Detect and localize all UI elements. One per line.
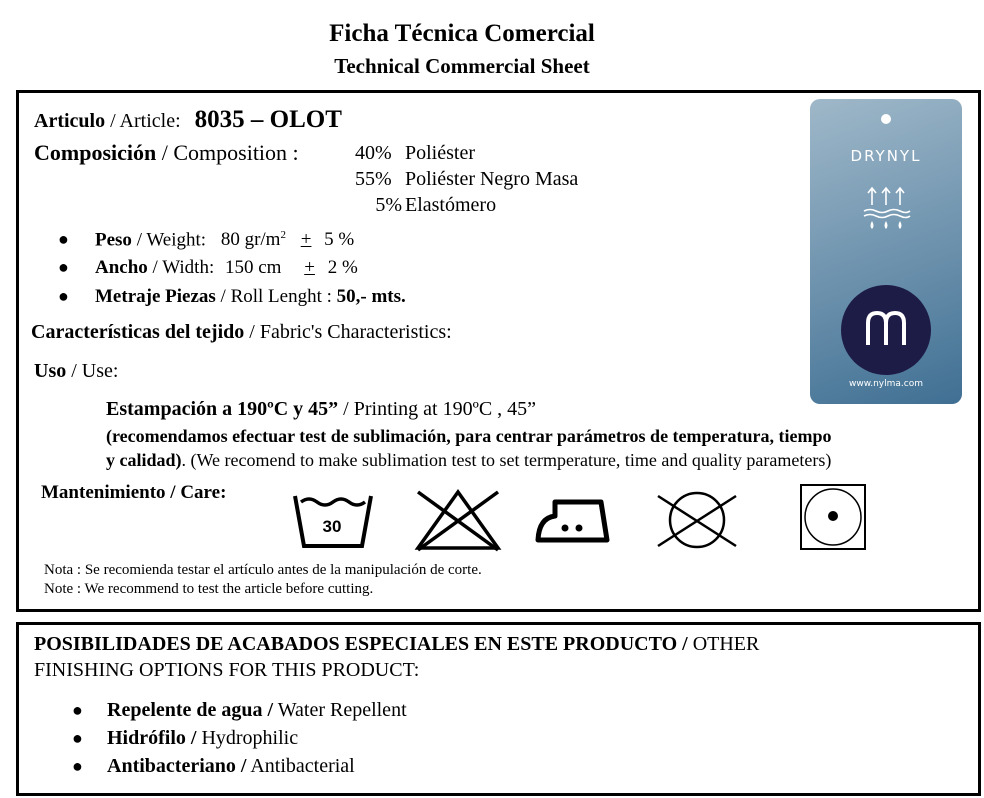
no-bleach-icon (412, 488, 504, 552)
tag-brand: DRYNYL (850, 147, 922, 165)
sublimation-note-line1: (recomendamos efectuar test de sublimación, para centrar parámetros de temperatura, tiempo (106, 426, 832, 446)
finishing-title-line2: FINISHING OPTIONS FOR THIS PRODUCT: (34, 659, 420, 681)
characteristics-label-en: / Fabric's Characteristics: (244, 321, 452, 343)
no-tumble-dry-icon (654, 488, 740, 552)
spec-width-label-es: Ancho (95, 257, 148, 278)
product-hangtag-image (810, 99, 962, 404)
finishing-item (107, 699, 407, 722)
wash-30-icon (292, 490, 374, 550)
composition-material: Elastómero (405, 194, 497, 216)
note-en: Note : We recommend to test the article before cutting. (44, 581, 374, 597)
care-label-es: Mantenimiento (41, 482, 166, 503)
care-label-en: / Care: (165, 482, 227, 503)
plus-minus: + (304, 257, 315, 278)
printing-en: / Printing at 190ºC , 45” (338, 398, 537, 420)
spec-weight-tolerance: 5 % (324, 229, 355, 251)
use-label-en: / Use: (66, 360, 119, 382)
spec-roll-value: 50,- mts. (336, 286, 406, 307)
spec-weight-sup: 2 (280, 229, 286, 241)
page-subtitle: Technical Commercial Sheet (334, 54, 590, 78)
composition-pct: 40% (355, 142, 392, 164)
finishing-item-es: Antibacteriano / (107, 755, 247, 777)
use-label-es: Uso (34, 360, 67, 382)
composition-label-en: / Composition : (156, 140, 299, 165)
bullet-icon: ● (58, 286, 69, 306)
bullet-icon: ● (58, 229, 69, 249)
spec-weight (95, 229, 354, 251)
composition-pct: 55% (355, 168, 392, 190)
spec-weight-label-en: / Weight: (131, 229, 207, 251)
finishing-title (34, 633, 759, 656)
finishing-item-es: Hidrófilo / (107, 727, 197, 749)
composition-material: Poliéster Negro Masa (405, 168, 579, 190)
composition-pct: 5% (375, 194, 402, 216)
spec-width-value: 150 cm (225, 257, 282, 278)
tag-url: www.nylma.com (848, 379, 923, 389)
tag-hole (881, 114, 891, 124)
page-title: Ficha Técnica Comercial (329, 20, 595, 47)
note-es: Nota : Se recomienda testar el artículo antes de la manipulación de corte. (44, 562, 482, 578)
use-label (34, 360, 118, 383)
article-label-es: Articulo (34, 110, 106, 132)
composition-item (355, 168, 578, 191)
characteristics-label (31, 321, 452, 344)
iron-medium-icon (535, 494, 615, 544)
printing-line (106, 398, 536, 421)
finishing-item (107, 755, 355, 778)
dry-clean-icon (799, 483, 867, 551)
characteristics-label-es: Características del tejido (31, 321, 245, 343)
article-row (34, 106, 342, 134)
care-label (41, 482, 226, 504)
bullet-icon: ● (72, 728, 83, 748)
moisture-wicking-icon (860, 183, 912, 233)
composition-material: Poliéster (405, 142, 475, 164)
sublimation-note-line2 (106, 450, 831, 471)
finishing-item-en: Hydrophilic (196, 727, 299, 749)
spec-width-tolerance: 2 % (327, 257, 358, 278)
article-label-en: / Article: (105, 110, 181, 132)
composition-item (355, 142, 475, 165)
composition-label (34, 140, 299, 166)
spec-width-label-en: / Width: (147, 257, 215, 278)
printing-es: Estampación a 190ºC y 45” (106, 398, 339, 420)
spec-weight-label-es: Peso (95, 229, 132, 251)
spec-roll-label-en: / Roll Lenght : (215, 286, 337, 307)
composition-label-es: Composición (34, 140, 157, 165)
plus-minus: + (300, 229, 312, 251)
finishing-item (107, 727, 298, 750)
wash-temp-label: 30 (322, 517, 342, 536)
article-value: 8035 – OLOT (194, 106, 342, 133)
finishing-title-en: OTHER (687, 633, 760, 655)
bullet-icon: ● (72, 700, 83, 720)
finishing-item-en: Water Repellent (273, 699, 407, 721)
spec-roll (95, 286, 406, 308)
composition-item (355, 194, 496, 217)
sublimation-note-en: . (We recomend to make sublimation test to set termperature, time and quality parameters) (181, 450, 832, 470)
finishing-item-en: Antibacterial (246, 755, 355, 777)
sublimation-note-bold: y calidad) (106, 450, 182, 470)
spec-width (95, 257, 358, 279)
bullet-icon: ● (72, 756, 83, 776)
bullet-icon: ● (58, 257, 69, 277)
finishing-item-es: Repelente de agua / (107, 699, 274, 721)
spec-weight-value: 80 gr/m (220, 229, 281, 251)
finishing-title-es: POSIBILIDADES DE ACABADOS ESPECIALES EN ESTE PRODUCTO / (34, 633, 688, 655)
nylma-logo-icon (841, 285, 931, 375)
spec-roll-label-es: Metraje Piezas (95, 286, 216, 307)
